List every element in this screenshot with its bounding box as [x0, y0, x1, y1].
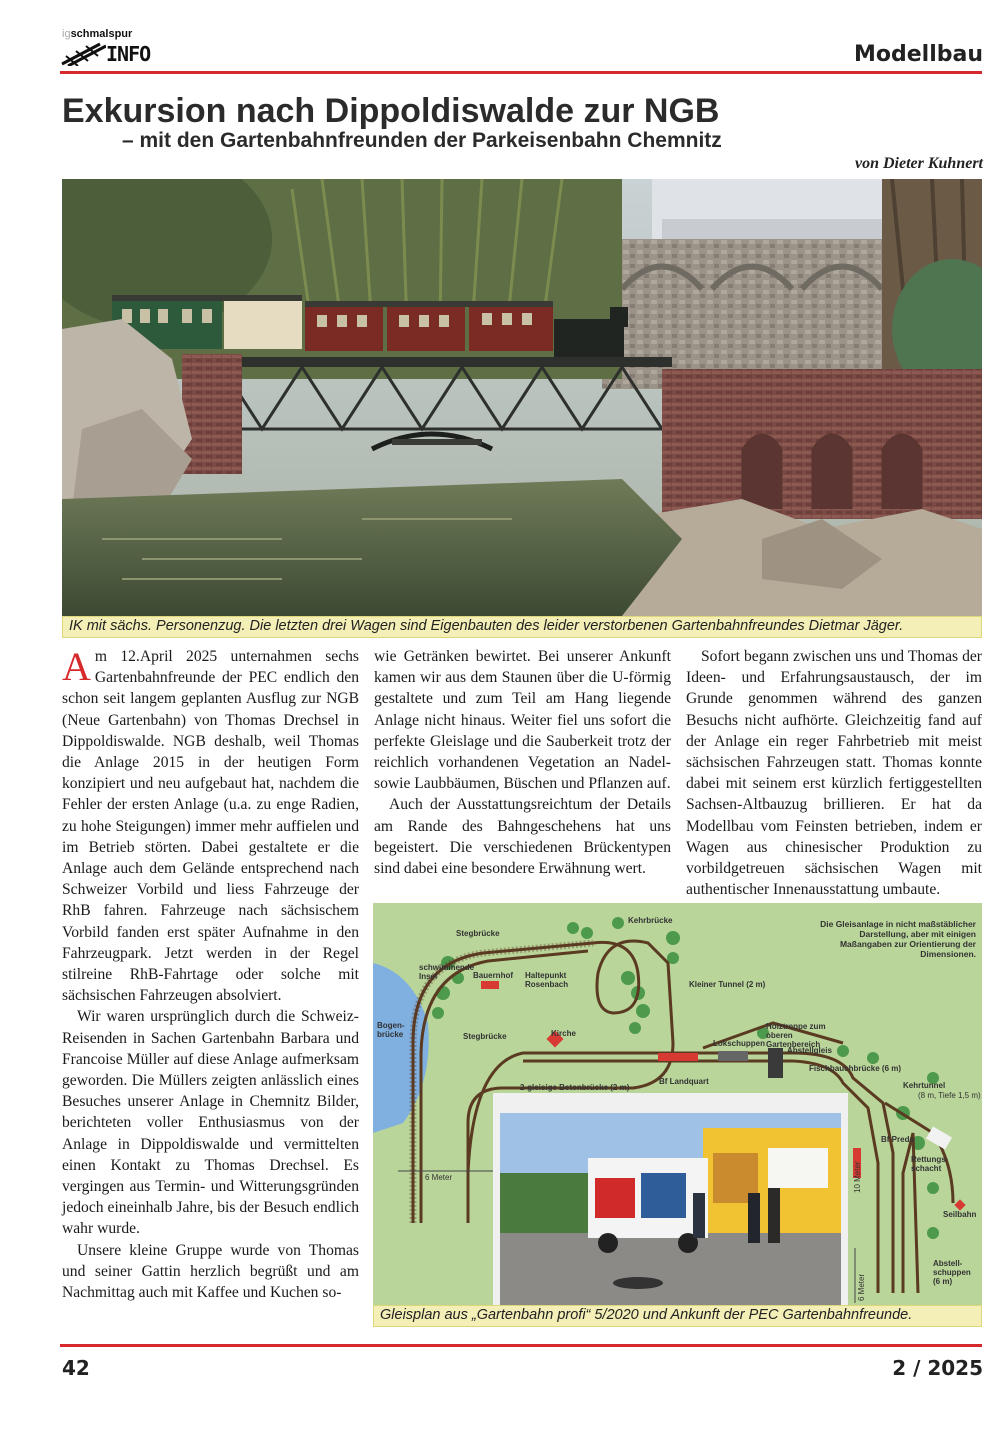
logo-info: INFO: [106, 42, 151, 66]
plan-label: Bf Preda: [881, 1135, 914, 1144]
photo-caption: IK mit sächs. Personenzug. Die letzten drei Wagen sind Eigenbauten des leider verstorbenen Gartenbahnfreundes Dietmar Jäger.: [62, 616, 982, 638]
plan-label: Stegbrücke: [456, 929, 500, 938]
plan-caption: Gleisplan aus „Gartenbahn profi“ 5/2020 und Ankunft der PEC Gartenbahnfreunde.: [373, 1305, 982, 1327]
plan-label: Bogen-brücke: [377, 1021, 405, 1039]
paragraph: Sofort begann zwischen uns und Thomas der Ideen- und Erfahrungsaustausch, der im Grunde genommen während des ganzen Besuchs nicht aufhörte. Gleichzeitig fand auf der Anlage ein reger Fahrbetrieb mit meist sächsischen Fahrzeugen statt. Thomas konnte dabei mit seinem erst kürzlich fertiggestellten Sachsen-Altbauzug brillieren. Er hat da Modellbau vom Feinsten betrieben, indem er Wagen aus chinesischer Produktion zu vorbildgetreuen sächsischen Wagen mit authentischer Innenausstattung umbaute.: [686, 648, 982, 899]
article-author: von Dieter Kuhnert: [854, 155, 983, 172]
page-number: 42: [62, 1356, 90, 1380]
drop-cap: A: [62, 644, 91, 689]
logo-prefix: ig: [62, 28, 71, 40]
paragraph: Wir waren ursprünglich durch die Schweiz-Reisenden in Sachen Gartenbahn Barbara und Francoise Müller auf diese Anlage aufmerksam geworden. Die Müllers zeigten anlässlich eines Besuches unserer Anlage in Chemnitz Bilder, berichteten voller Enthusiasmus von der Anlage in Dippoldiswalde und vermittelten einen Kontakt zu Thomas Drechsel. Es vergingen aus Termin- und Witterungsgründen jedoch eineinhalb Jahre, bis der Besuch endlich wahr wurde.: [62, 1008, 359, 1238]
train-bridge-photo: [62, 179, 982, 616]
magazine-logo: [60, 28, 150, 68]
plan-label: Bauernhof: [473, 971, 513, 980]
paragraph-text: m 12.April 2025 unternahmen sechs Gartenbahnfreunde der PEC endlich den schon seit langem geplanten Ausflug zur NGB (Neue Gartenbahn) von Thomas Drechsel in Dippoldiswalde. NGB deshalb, weil Thomas die Anlage 2015 in der heutigen Form konzipiert und neu aufgebaut hat, nachdem die Fehler der ersten Anlage (u.a. zu enge Radien, zu hohe Steigungen) immer mehr auffielen und im Betrieb störten. Dabei gestaltete er die Anlage auch dem Gelände entsprechend nach Schweizer Vorbild und liess Fahrzeuge der RhB fahren. Fahrzeuge nach sächsischem Vorbild fanden erst später Aufnahme in den Fahrzeugpark. Jetzt werden in der Regel stilreine RhB-Fahrtage oder solche mit sächsischen Fahrzeugen absolviert.: [62, 648, 359, 1005]
plan-label: Kehrtunnel: [903, 1081, 946, 1090]
paragraph: Auch der Ausstattungsreichtum der Details am Rande des Bahngeschehens hat uns begeistert. Die verschiedenen Brückentypen sind dabei eine besondere Erwähnung wert.: [374, 796, 671, 878]
logo-line1: [62, 28, 132, 40]
plan-label: Holztreppe zum oberen Gartenbereich: [766, 1022, 826, 1049]
plan-label: Haltepunkt Rosenbach: [525, 971, 569, 989]
plan-label: Lokschuppen: [713, 1039, 766, 1048]
plan-label: 6 Meter: [425, 1173, 453, 1182]
plan-label: Abstell-schuppen (6 m): [933, 1259, 971, 1286]
plan-label: Kleiner Tunnel (2 m): [689, 980, 766, 989]
paragraph: [62, 646, 359, 1006]
paragraph: Unsere kleine Gruppe wurde von Thomas und seiner Gattin herzlich begrüßt und am Nachmittag auch mit Kaffee und Kuchen so-: [62, 1241, 359, 1302]
plan-label: schwimmende Insel: [419, 963, 475, 981]
track-plan-figure: [373, 903, 982, 1305]
plan-label: Kehrbrücke: [628, 916, 673, 925]
header-rule: [60, 71, 982, 74]
section-title: Modellbau: [853, 42, 983, 67]
plan-label: Stegbrücke: [463, 1032, 507, 1041]
plan-note: Die Gleisanlage in nicht maßstäblicher Darstellung, aber mit einigen Maßangaben zur Orientierung der Dimensionen.: [820, 919, 976, 959]
footer-rule: [60, 1344, 982, 1347]
plan-label: (8 m, Tiefe 1,5 m): [918, 1091, 981, 1100]
plan-label: Seilbahn: [943, 1210, 977, 1219]
issue-number: 2 / 2025: [892, 1356, 983, 1380]
text-column-1: [62, 646, 359, 1303]
plan-label: Fischbauchbrücke (6 m): [809, 1064, 902, 1073]
paragraph: wie Getränken bewirtet. Bei unserer Ankunft kamen wir aus dem Staunen über die U-förmig gestaltete und zum Teil am Hang liegende Anlage nicht hinaus. Weiter fiel uns sofort die perfekte Gleislage und die Sauberkeit trotz der reichlich vorhandenen Vegetation an Nadel- sowie Laubbäumen, Büschen und Pflanzen auf.: [374, 648, 671, 793]
article-subtitle: – mit den Gartenbahnfreunden der Parkeisenbahn Chemnitz: [122, 129, 722, 152]
plan-label: 10 Meter: [853, 1161, 862, 1193]
text-column-3: [686, 646, 982, 900]
plan-label: Bf Landquart: [659, 1077, 709, 1086]
plan-label: 2-gleisige Betonbrücke (2 m): [520, 1083, 630, 1092]
plan-label: Rettungs-schacht: [911, 1155, 949, 1173]
rails-logo-icon: [60, 42, 106, 66]
logo-word: schmalspur: [70, 28, 133, 40]
plan-label: Kirche: [551, 1029, 576, 1038]
plan-label: Abstellgleis: [787, 1046, 832, 1055]
text-column-2: [374, 646, 671, 879]
article-title: Exkursion nach Dippoldiswalde zur NGB: [62, 92, 720, 130]
plan-label: 6 Meter: [857, 1273, 866, 1301]
